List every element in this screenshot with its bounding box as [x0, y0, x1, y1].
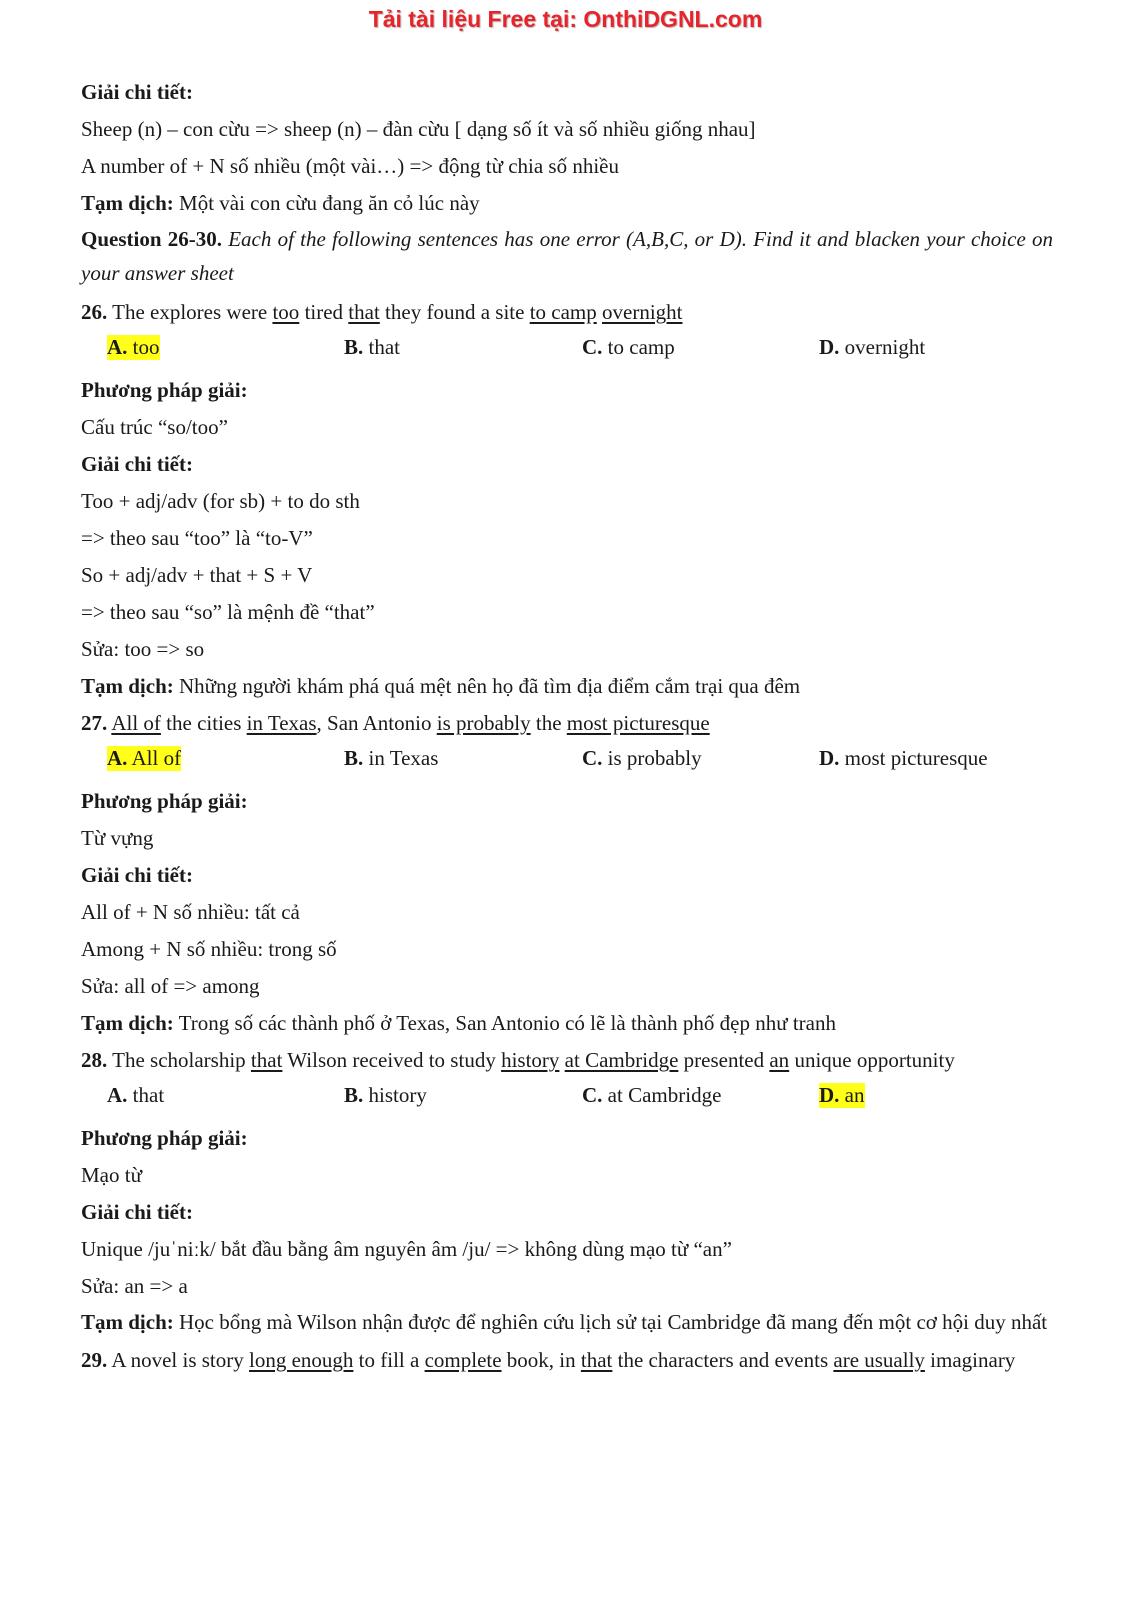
question-number: 29. [81, 1348, 108, 1372]
q26-option-d[interactable] [819, 335, 925, 360]
option-text: in Texas [363, 746, 439, 770]
q27-option-d[interactable] [819, 746, 988, 771]
underlined-part-b: complete [424, 1348, 502, 1372]
option-text: an [839, 1083, 865, 1107]
q26-detail-line: Too + adj/adv (for sb) + to do sth [81, 489, 360, 513]
underlined-part-b: that [348, 300, 380, 324]
underlined-part-c: is probably [436, 711, 531, 735]
q25-detail-line-2: A number of + N số nhiều (một vài…) => động từ chia số nhiều [81, 154, 620, 178]
q26-correction: Sửa: too => so [81, 637, 205, 661]
option-letter: D. [819, 335, 840, 359]
underlined-part-c: to camp [529, 300, 597, 324]
q28-detail-label: Giải chi tiết: [81, 1200, 193, 1224]
q26-detail-line: => theo sau “too” là “to-V” [81, 526, 313, 550]
q25-translation [81, 185, 1053, 222]
q26-detail-line: => theo sau “so” là mệnh đề “that” [81, 600, 375, 624]
option-text: that [127, 1083, 165, 1107]
q25-detail-line-1: Sheep (n) – con cừu => sheep (n) – đàn cừu [ dạng số ít và số nhiều giống nhau] [81, 117, 756, 141]
q27-correction: Sửa: all of => among [81, 974, 260, 998]
translation-label: Tạm dịch: [81, 1011, 174, 1035]
document-page [81, 74, 1053, 1377]
sentence-text: book, in [501, 1348, 581, 1372]
q26-sentence [81, 294, 1053, 331]
underlined-part-d: an [769, 1048, 790, 1072]
q27-option-a[interactable] [107, 746, 181, 771]
option-text: most picturesque [839, 746, 988, 770]
underlined-part-b: in Texas [246, 711, 317, 735]
q26-method-label: Phương pháp giải: [81, 378, 248, 402]
translation-text: Những người khám phá quá mệt nên họ đã tìm địa điểm cắm trại qua đêm [173, 674, 801, 698]
translation-label: Tạm dịch: [81, 1310, 174, 1334]
underlined-part-c: at Cambridge [564, 1048, 679, 1072]
sentence-text: unique opportunity [789, 1048, 955, 1072]
q26-option-a[interactable] [107, 335, 160, 360]
option-text: overnight [839, 335, 926, 359]
underlined-part-d: overnight [602, 300, 683, 324]
underlined-part-a: too [272, 300, 300, 324]
sentence-text: to fill a [353, 1348, 425, 1372]
q26-options [81, 331, 1053, 372]
q28-detail-line: Unique /juˈniːk/ bắt đầu bằng âm nguyên âm /ju/ => không dùng mạo từ “an” [81, 1237, 732, 1261]
option-text: at Cambridge [602, 1083, 722, 1107]
q28-translation [81, 1305, 1053, 1339]
option-text: too [127, 335, 160, 359]
sentence-text: The scholarship [107, 1048, 251, 1072]
option-letter: C. [582, 1083, 603, 1107]
underlined-part-a: All of [111, 711, 161, 735]
q27-method-label: Phương pháp giải: [81, 789, 248, 813]
option-letter: D. [819, 746, 840, 770]
underlined-part-a: long enough [249, 1348, 354, 1372]
q27-option-b[interactable] [344, 746, 438, 771]
site-banner[interactable]: Tải tài liệu Free tại: OnthiDGNL.com [368, 6, 763, 32]
sentence-text: presented [678, 1048, 770, 1072]
option-letter: A. [107, 335, 128, 359]
underlined-part-b: history [501, 1048, 560, 1072]
q26-method: Cấu trúc “so/too” [81, 415, 228, 439]
option-letter: B. [344, 746, 364, 770]
section-label: Question 26-30. [81, 227, 222, 251]
sentence-text: imaginary [924, 1348, 1016, 1372]
underlined-part-d: most picturesque [566, 711, 710, 735]
option-letter: B. [344, 335, 364, 359]
q27-option-c[interactable] [582, 746, 702, 771]
q27-detail-label: Giải chi tiết: [81, 863, 193, 887]
q27-options [81, 742, 1053, 783]
section-instruction [81, 222, 1053, 290]
translation-label: Tạm dịch: [81, 674, 174, 698]
q26-detail-line: So + adj/adv + that + S + V [81, 563, 313, 587]
option-letter: C. [582, 335, 603, 359]
question-number: 28. [81, 1048, 108, 1072]
q28-option-b[interactable] [344, 1083, 427, 1108]
q26-translation [81, 668, 1053, 705]
translation-label: Tạm dịch: [81, 191, 174, 215]
translation-text: Một vài con cừu đang ăn cỏ lúc này [173, 191, 480, 215]
option-letter: B. [344, 1083, 364, 1107]
q26-option-c[interactable] [582, 335, 675, 360]
q25-detail-label: Giải chi tiết: [81, 80, 193, 104]
translation-text: Trong số các thành phố ở Texas, San Antonio có lẽ là thành phố đẹp như tranh [173, 1011, 836, 1035]
q27-sentence [81, 705, 1053, 742]
option-letter: C. [582, 746, 603, 770]
question-number: 27. [81, 711, 108, 735]
q28-sentence [81, 1042, 1053, 1079]
q26-option-b[interactable] [344, 335, 400, 360]
translation-text: Học bổng mà Wilson nhận được để nghiên cứu lịch sử tại Cambridge đã mang đến một cơ hội duy nhất [173, 1310, 1048, 1334]
sentence-text: The explores were [107, 300, 273, 324]
underlined-part-d: are usually [833, 1348, 925, 1372]
q28-option-a[interactable] [107, 1083, 164, 1108]
q29-sentence [81, 1343, 1053, 1377]
option-letter: D. [819, 1083, 840, 1107]
q28-option-c[interactable] [582, 1083, 721, 1108]
section-instruction-text: Each of the following sentences has one error (A,B,C, or D). Find it and blacken your choice on your answer sheet [81, 227, 1054, 285]
q27-method: Từ vựng [81, 826, 154, 850]
option-text: is probably [602, 746, 702, 770]
sentence-text: the characters and events [612, 1348, 834, 1372]
option-text: that [363, 335, 401, 359]
sentence-text: they found a site [379, 300, 530, 324]
q28-method: Mạo từ [81, 1163, 142, 1187]
underlined-part-a: that [250, 1048, 283, 1072]
sentence-text: the [530, 711, 567, 735]
sentence-text: Wilson received to study [282, 1048, 502, 1072]
q26-detail-label: Giải chi tiết: [81, 452, 193, 476]
q28-option-d[interactable] [819, 1083, 865, 1108]
option-text: to camp [602, 335, 675, 359]
sentence-text: the cities [160, 711, 247, 735]
q27-translation [81, 1005, 1053, 1042]
q28-options [81, 1079, 1053, 1120]
underlined-part-c: that [580, 1348, 613, 1372]
option-letter: A. [107, 746, 128, 770]
option-text: history [363, 1083, 427, 1107]
question-number: 26. [81, 300, 108, 324]
option-text: All of [127, 746, 182, 770]
q28-correction: Sửa: an => a [81, 1274, 188, 1298]
sentence-text: A novel is story [107, 1348, 250, 1372]
q27-detail-line: All of + N số nhiều: tất cả [81, 900, 300, 924]
sentence-text: , San Antonio [316, 711, 437, 735]
q28-method-label: Phương pháp giải: [81, 1126, 248, 1150]
option-letter: A. [107, 1083, 128, 1107]
sentence-text: tired [299, 300, 349, 324]
q27-detail-line: Among + N số nhiều: trong số [81, 937, 337, 961]
